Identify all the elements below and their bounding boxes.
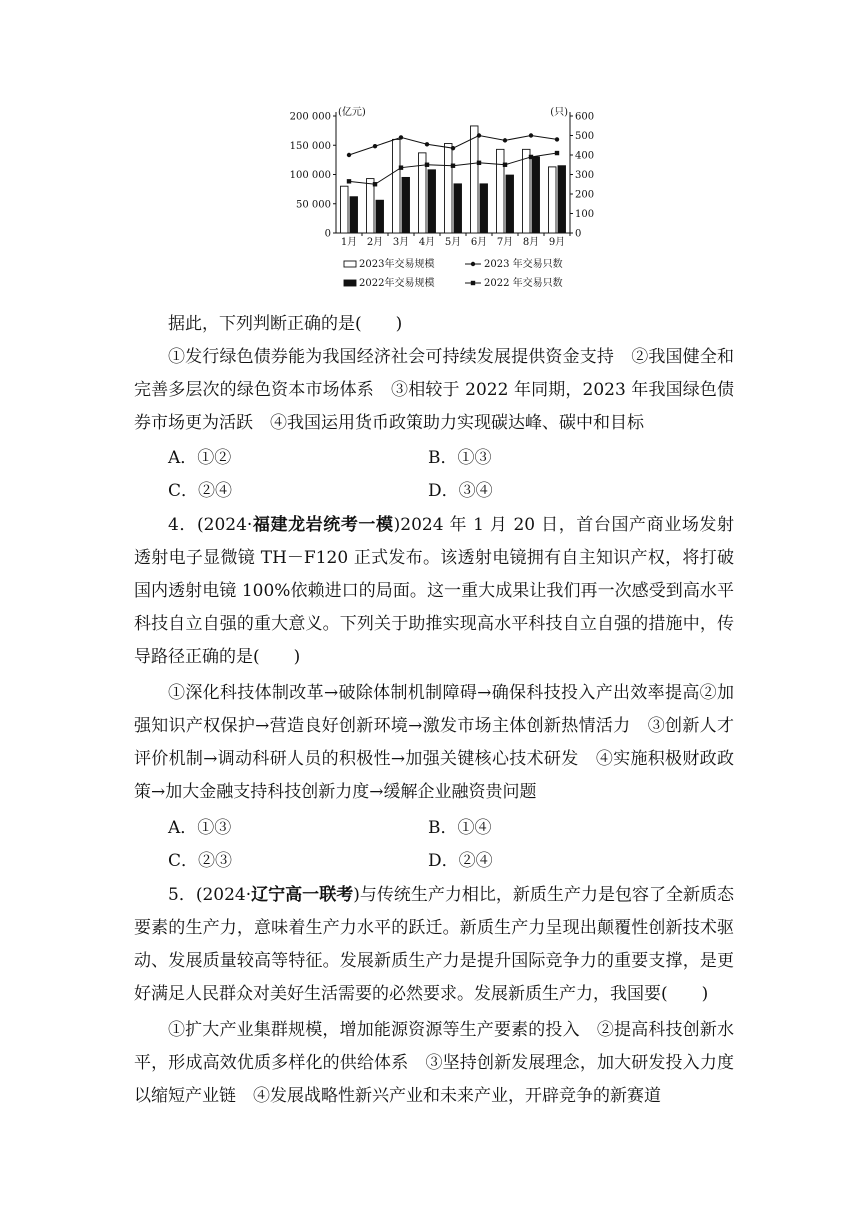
q5-statements: ①扩大产业集群规模，增加能源资源等生产要素的投入 ②提高科技创新水平，形成高效优质多样化的供给体系 ③坚持创新发展理念，加大研发投入力度以缩短产业链 ④发展战略性新兴产业和未来产业，开辟竞争的新赛道: [134, 1020, 734, 1106]
category-label: 4月: [418, 237, 436, 248]
legend-label: 2023 年交易只数: [484, 259, 563, 270]
bar-2022: [402, 177, 410, 233]
legend-swatch: [344, 280, 356, 286]
right-tick-label: 100: [575, 209, 595, 220]
left-tick-label: 150 000: [289, 140, 331, 152]
chart-bars: [341, 126, 566, 233]
q3-statements: ①发行绿色债券能为我国经济社会可持续发展提供资金支持 ②我国健全和完善多层次的绿色资本市场体系 ③相较于 2022 年同期，2023 年我国绿色债券市场更为活跃 ④我国运用货币政策助力实现碳达峰、碳中和目标: [134, 347, 734, 433]
point-2023: [477, 133, 481, 137]
bar-2022: [376, 200, 384, 233]
legend-marker: [471, 281, 475, 285]
point-2023: [555, 137, 559, 141]
legend-label: 2023年交易规模: [359, 259, 435, 270]
right-tick-label: 400: [575, 150, 595, 162]
category-label: 6月: [470, 237, 488, 248]
point-2022: [555, 151, 559, 155]
q4-number: 4．: [168, 515, 197, 535]
legend-label: 2022年交易规模: [359, 278, 435, 289]
legend-marker: [471, 262, 475, 266]
q3-option-d[interactable]: D．③④: [428, 481, 493, 501]
q4-question: [134, 509, 734, 674]
bar-2022: [454, 184, 462, 233]
q5-stem: 与传统生产力相比，新质生产力是包容了全新质态要素的生产力，意味着生产力水平的跃迁。新质生产力呈现出颠覆性创新技术驱动、发展质量较高等特征。发展新质生产力是提升国际竞争力的重要支撑，是更好满足人民群众对美好生活需要的必然要求。发展新质生产力，我国要( ): [134, 885, 735, 1004]
q3-option-c[interactable]: C．②④: [168, 481, 233, 501]
point-2022: [529, 155, 533, 159]
category-label: 3月: [392, 237, 410, 248]
bar-2023: [497, 149, 505, 233]
bar-2022: [350, 197, 358, 233]
bar-2022: [558, 166, 566, 233]
category-label: 1月: [340, 237, 358, 248]
legend-label: 2022 年交易只数: [484, 278, 563, 289]
bar-2023: [445, 143, 453, 233]
q5-question: [134, 879, 734, 1011]
q4-option-d[interactable]: D．②④: [428, 851, 493, 871]
q4-stem: 2024 年 1 月 20 日，首台国产商业场发射透射电子显微镜 TH－F120 正式发布。该透射电镜拥有自主知识产权，将打破国内透射电镜 100%依赖进口的局面。这一重大成果让我们再一次感受到高水平科技自立自强的重大意义。下列关于助推实现高水平科技自立自强的措施中，传导路径正确的是( ): [134, 515, 735, 667]
q3-option-b[interactable]: B．①③: [428, 448, 492, 468]
point-2022: [399, 165, 403, 169]
q4-option-b[interactable]: B．①④: [428, 818, 492, 838]
right-tick-label: 500: [575, 131, 595, 142]
q3-option-a[interactable]: A．①②: [168, 448, 232, 468]
q5-source-close: ): [353, 885, 360, 905]
bar-2022: [532, 157, 540, 233]
bar-2022: [428, 170, 436, 233]
q4-option-a[interactable]: A．①③: [168, 818, 232, 838]
point-2023: [425, 142, 429, 146]
left-tick-label: 200 000: [289, 111, 331, 123]
q4-option-c[interactable]: C．②③: [168, 851, 233, 871]
right-tick-label: 300: [575, 170, 595, 181]
chart-legend: [344, 257, 563, 289]
category-label: 9月: [548, 237, 566, 248]
q5-source-open: (2024·: [195, 885, 252, 905]
point-2022: [425, 163, 429, 167]
point-2022: [451, 164, 455, 168]
bond-market-chart: [280, 100, 600, 300]
point-2023: [373, 144, 377, 148]
left-tick-label: 0: [324, 228, 331, 240]
legend-swatch: [344, 261, 356, 267]
left-tick-label: 100 000: [289, 170, 331, 181]
category-label: 5月: [444, 237, 462, 248]
bar-2023: [523, 149, 531, 233]
right-tick-label: 600: [575, 111, 595, 123]
q5-source: 辽宁高一联考: [251, 885, 354, 905]
point-2022: [477, 161, 481, 165]
point-2023: [451, 146, 455, 150]
point-2023: [347, 153, 351, 157]
bar-2023: [367, 179, 375, 233]
bar-2023: [471, 126, 479, 233]
q4-source-open: (2024·: [197, 515, 253, 535]
point-2022: [373, 182, 377, 186]
bar-2023: [393, 139, 401, 233]
left-axis-unit: (亿元): [338, 107, 366, 118]
q4-source: 福建龙岩统考一模: [252, 515, 394, 535]
right-axis-unit: (只): [550, 107, 568, 118]
bar-2022: [480, 184, 488, 233]
q3-stem: 据此，下列判断正确的是( ): [168, 314, 403, 334]
right-tick-label: 200: [575, 189, 595, 201]
category-label: 7月: [496, 237, 514, 248]
category-label: 2月: [366, 237, 384, 248]
point-2023: [529, 133, 533, 137]
left-tick-label: 50 000: [296, 199, 331, 211]
point-2022: [347, 179, 351, 183]
bar-2023: [341, 186, 349, 233]
q4-statements: ①深化科技体制改革→破除体制机制障碍→确保科技投入产出效率提高②加强知识产权保护→营造良好创新环境→激发市场主体创新热情活力 ③创新人才评价机制→调动科研人员的积极性→加强关键核心技术研发 ④实施积极财政政策→加大金融支持科技创新力度→缓解企业融资贵问题: [134, 683, 734, 802]
right-tick-label: 0: [575, 228, 582, 240]
point-2023: [503, 138, 507, 142]
category-label: 8月: [522, 237, 540, 248]
bar-2023: [549, 167, 557, 233]
point-2022: [503, 163, 507, 167]
q5-number: 5．: [168, 885, 196, 905]
point-2023: [399, 135, 403, 139]
bar-2022: [506, 175, 514, 233]
q4-source-close: ): [393, 515, 401, 535]
